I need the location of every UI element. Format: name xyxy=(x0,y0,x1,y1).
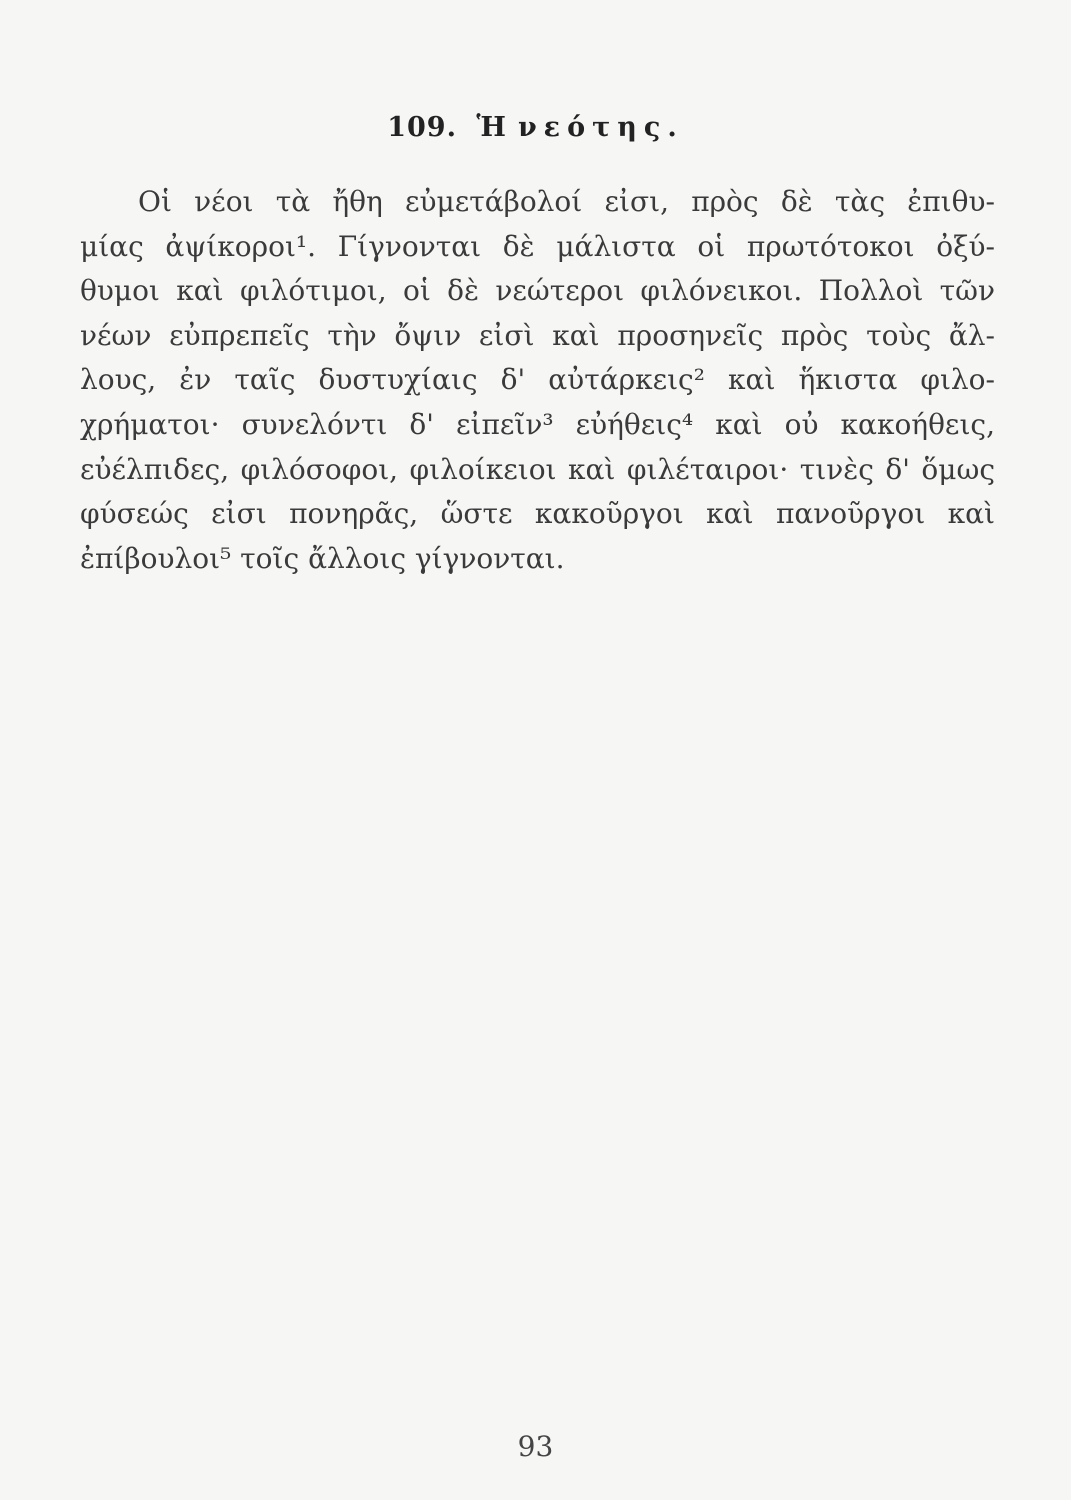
paragraph-line: λους, ἐν ταῖς δυστυχίαις δ' αὐτάρκεις² καὶ ἥκιστα φιλο- xyxy=(80,363,995,397)
paragraph-line: νέων εὐπρεπεῖς τὴν ὄψιν εἰσὶ καὶ προσηνεῖς πρὸς τοὺς ἄλ- xyxy=(80,318,995,352)
section-heading xyxy=(0,112,1071,143)
paragraph-line: Οἱ νέοι τὰ ἤθη εὐμετάβολοί εἰσι, πρὸς δὲ τὰς ἐπιθυ- xyxy=(138,185,995,218)
paragraph-line: ἐπίβουλοι⁵ τοῖς ἄλλοις γίγνονται. xyxy=(80,541,565,575)
paragraph-line: φύσεώς εἰσι πονηρᾶς, ὥστε κακοῦργοι καὶ πανοῦργοι καὶ xyxy=(80,497,995,531)
paragraph-line: χρήματοι· συνελόντι δ' εἰπεῖν³ εὐήθεις⁴ καὶ οὐ κακοήθεις, xyxy=(80,407,995,441)
body-paragraph xyxy=(80,180,995,581)
section-number: 109. xyxy=(387,112,457,143)
section-title-article: Ἡ xyxy=(476,112,518,143)
section-title xyxy=(476,112,683,143)
paragraph-line: εὐέλπιδες, φιλόσοφοι, φιλοίκειοι καὶ φιλέταιροι· τινὲς δ' ὅμως xyxy=(80,452,995,486)
page-number: 93 xyxy=(517,1430,554,1463)
section-title-word: νεότης. xyxy=(517,112,684,143)
paragraph-line: θυμοι καὶ φιλότιμοι, οἱ δὲ νεώτεροι φιλόνεικοι. Πολλοὶ τῶν xyxy=(80,274,995,308)
paragraph-line: μίας ἀψίκοροι¹. Γίγνονται δὲ μάλιστα οἱ πρωτότοκοι ὀξύ- xyxy=(80,229,995,263)
